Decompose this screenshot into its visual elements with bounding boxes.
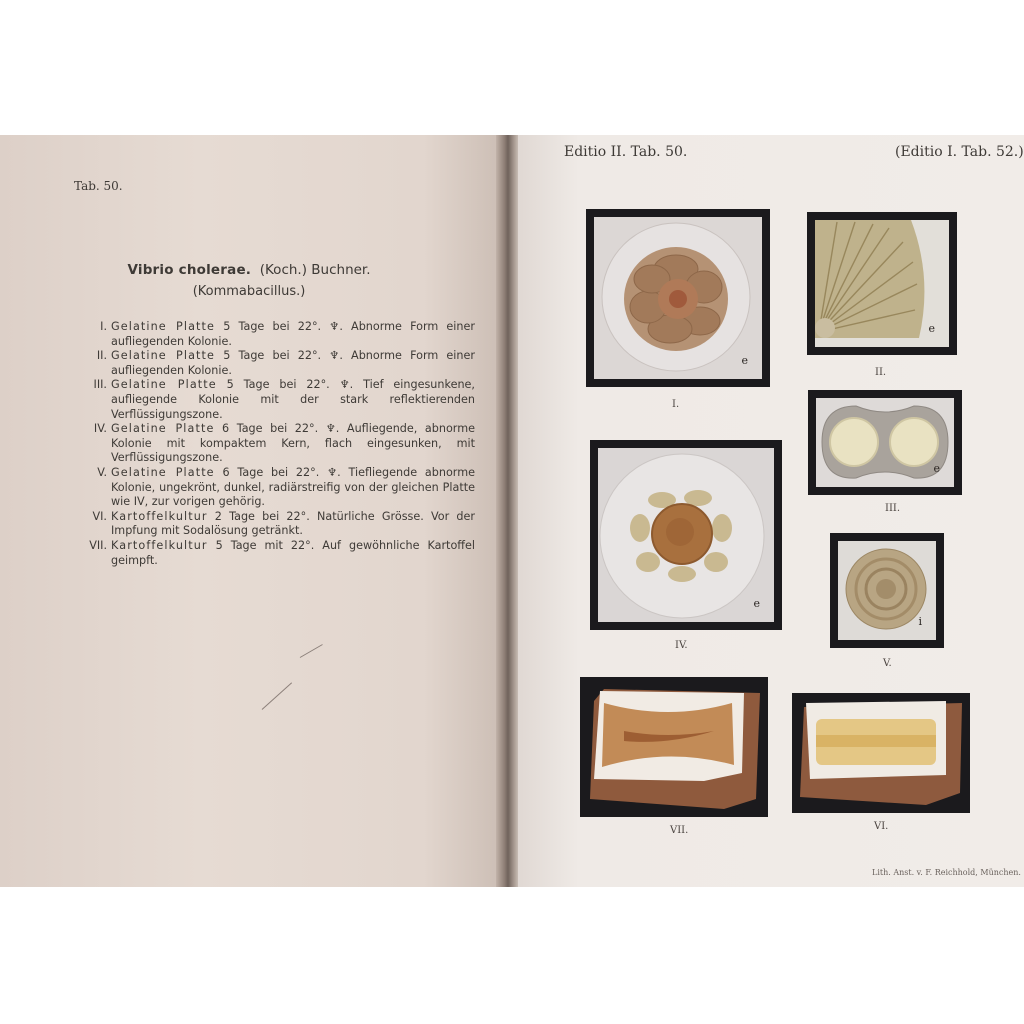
figure-numeral: III.	[885, 503, 901, 514]
legend-medium: Gelatine Platte	[111, 349, 216, 363]
figure-5-plate	[830, 533, 944, 648]
colony-illustration	[594, 217, 762, 379]
potato-slice-illustration	[584, 681, 764, 813]
legend-text: 5 Tage bei 22°. ♆. Abnorme Form einer aufliegenden Kolonie.	[111, 320, 475, 348]
legend-entry	[80, 378, 475, 422]
tab-reference: Tab. 50.	[74, 179, 123, 193]
legend-number: IV.	[93, 422, 107, 436]
figure-4-plate	[590, 440, 782, 630]
legend-text: 2 Tage bei 22°. Natürliche Grösse. Vor der Impfung mit Sodalösung getränkt.	[111, 509, 475, 538]
figure-numeral: VI.	[874, 821, 889, 832]
species-name: Vibrio cholerae.	[127, 262, 252, 278]
legend-medium: Kartoffelkultur	[111, 538, 208, 552]
figure-2-plate	[807, 212, 957, 355]
legend-text: 5 Tage mit 22°. Auf gewöhnliche Kartoffel geimpft.	[111, 538, 475, 567]
legend-entry	[80, 510, 475, 539]
legend-medium: Gelatine Platte	[111, 378, 217, 392]
figure-3-plate	[808, 390, 962, 495]
legend-number: I.	[100, 320, 107, 333]
legend-entry	[80, 539, 475, 568]
legend-entry	[80, 349, 475, 378]
legend-medium: Gelatine Platte	[111, 422, 215, 436]
plate-header-edition-2: Editio II. Tab. 50.	[564, 144, 688, 160]
figure-numeral: VII.	[670, 825, 689, 836]
legend-number: V.	[97, 465, 107, 479]
legend-number: II.	[96, 349, 107, 363]
right-page	[518, 135, 1024, 887]
figure-7-potato-culture	[580, 677, 768, 817]
colony-illustration	[598, 448, 774, 622]
legend-text: 6 Tage bei 22°. ♆. Aufliegende, abnorme Kolonie mit kompaktem Kern, flach eingesunken, mit Verflüssigungszone.	[111, 422, 475, 465]
legend-number: III.	[93, 378, 107, 392]
legend-text: 5 Tage bei 22°. ♆. Tief eingesunkene, aufliegende Kolonie mit der stark reflektierenden Verflüssigungszone.	[111, 378, 475, 421]
species-authority: (Koch.) Buchner.	[259, 262, 371, 278]
legend-text: 6 Tage bei 22°. ♆. Tiefliegende abnorme Kolonie, ungekrönt, dunkel, radiärstreifig von der gleichen Platte wie IV, zur vorigen gehörig.	[111, 465, 475, 509]
book-gutter	[496, 135, 520, 887]
legend-entry	[80, 320, 475, 349]
figure-numeral: I.	[672, 399, 680, 410]
lithographer-credit: Lith. Anst. v. F. Reichhold, München.	[872, 868, 1021, 877]
figure-1-plate	[586, 209, 770, 387]
species-subtitle: (Kommabacillus.)	[192, 284, 306, 299]
figure-6-potato-culture	[792, 693, 970, 813]
figure-letter: e	[933, 462, 940, 475]
figure-letter: e	[741, 354, 748, 367]
figure-letter: e	[928, 322, 935, 335]
open-book	[0, 135, 1024, 887]
figure-numeral: V.	[883, 658, 892, 669]
legend-entry	[80, 422, 475, 466]
plate-header-edition-1: (Editio I. Tab. 52.)	[895, 144, 1024, 160]
legend-entry	[80, 466, 475, 510]
figure-letter: i	[918, 615, 922, 628]
legend-medium: Gelatine Platte	[111, 465, 215, 479]
species-title	[0, 263, 498, 278]
pencil-mark	[300, 644, 323, 658]
legend-medium: Kartoffelkultur	[111, 509, 208, 523]
legend-number: VI.	[92, 509, 107, 523]
pencil-mark	[262, 682, 292, 710]
legend-medium: Gelatine Platte	[111, 320, 216, 333]
legend-text: 5 Tage bei 22°. ♆. Abnorme Form einer aufliegenden Kolonie.	[111, 349, 475, 377]
figure-letter: e	[753, 597, 760, 610]
figure-numeral: IV.	[675, 640, 688, 651]
figure-legend	[80, 320, 475, 568]
left-page	[0, 135, 498, 887]
potato-slice-illustration	[796, 697, 966, 809]
legend-number: VII.	[89, 538, 107, 552]
figure-numeral: II.	[875, 367, 887, 378]
